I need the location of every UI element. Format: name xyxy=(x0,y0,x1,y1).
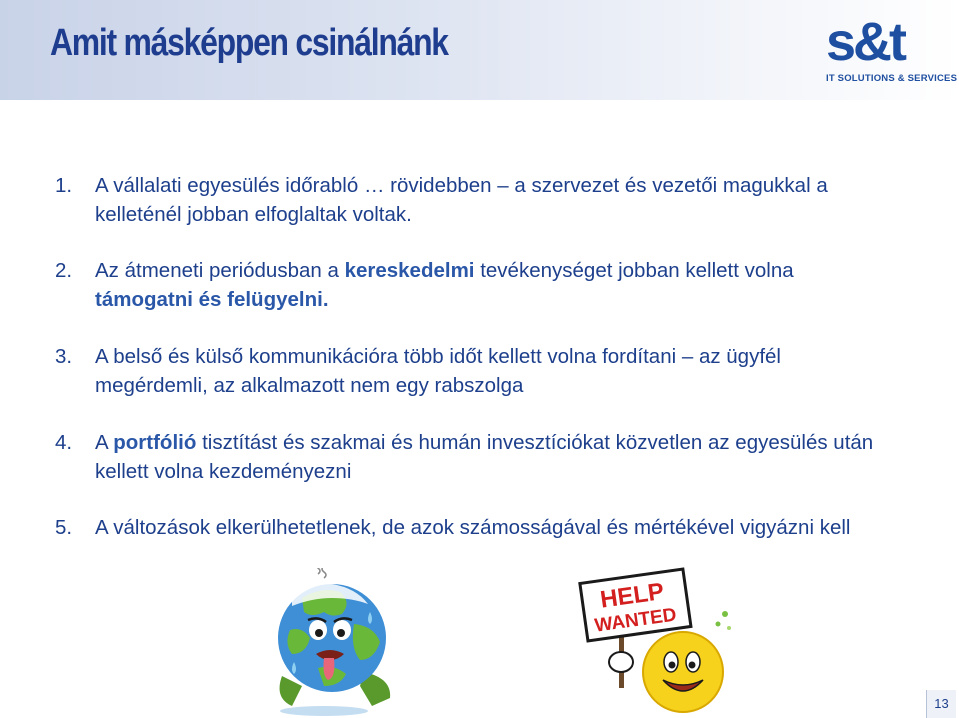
bold-text-run: portfólió xyxy=(113,431,197,454)
slide-title: Amit másképpen csinálnánk xyxy=(50,22,448,64)
bold-text-run: kereskedelmi xyxy=(344,259,475,282)
text-run: A xyxy=(95,431,114,454)
list-number: 2. xyxy=(55,259,73,282)
list-text xyxy=(95,171,895,229)
page-number: 13 xyxy=(926,690,956,718)
bold-text-run: támogatni és felügyelni. xyxy=(95,288,329,311)
list-text xyxy=(95,428,895,486)
logo-tagline: IT SOLUTIONS & SERVICES xyxy=(826,73,958,84)
text-run: tisztítást és szakmai és humán invesztíciókat közvetlen az egyesülés után kellett volna kezdeményezni xyxy=(95,431,874,483)
text-run: A változások elkerülhetetlenek, de azok számosságával és mértékével vigyázni kell xyxy=(95,516,851,539)
text-run: Az átmeneti periódusban a xyxy=(95,259,345,282)
text-run: tevékenységet jobban kellett volna xyxy=(474,259,794,282)
list-number: 3. xyxy=(55,345,73,368)
sign-text-help: HELP xyxy=(598,578,666,614)
list-text xyxy=(95,513,895,542)
text-run: A vállalati egyesülés időrabló … rövidebben – a szervezet és vezetői magukkal a kelleténél jobban elfoglaltak voltak. xyxy=(95,174,828,226)
text-run: A belső és külső kommunikációra több időt kellett volna fordítani – az ügyfél megérdemli, az alkalmazott nem egy rabszolga xyxy=(95,345,781,397)
tired-globe-icon xyxy=(262,568,422,718)
list-text xyxy=(95,256,895,314)
logo-mark: s&t xyxy=(826,12,905,72)
sign-text-wanted: WANTED xyxy=(593,604,678,637)
list-number: 5. xyxy=(55,516,73,539)
list-number: 4. xyxy=(55,431,73,454)
list-number: 1. xyxy=(55,174,73,197)
list-text xyxy=(95,342,895,400)
smiley-holding-sign-icon xyxy=(575,566,740,718)
